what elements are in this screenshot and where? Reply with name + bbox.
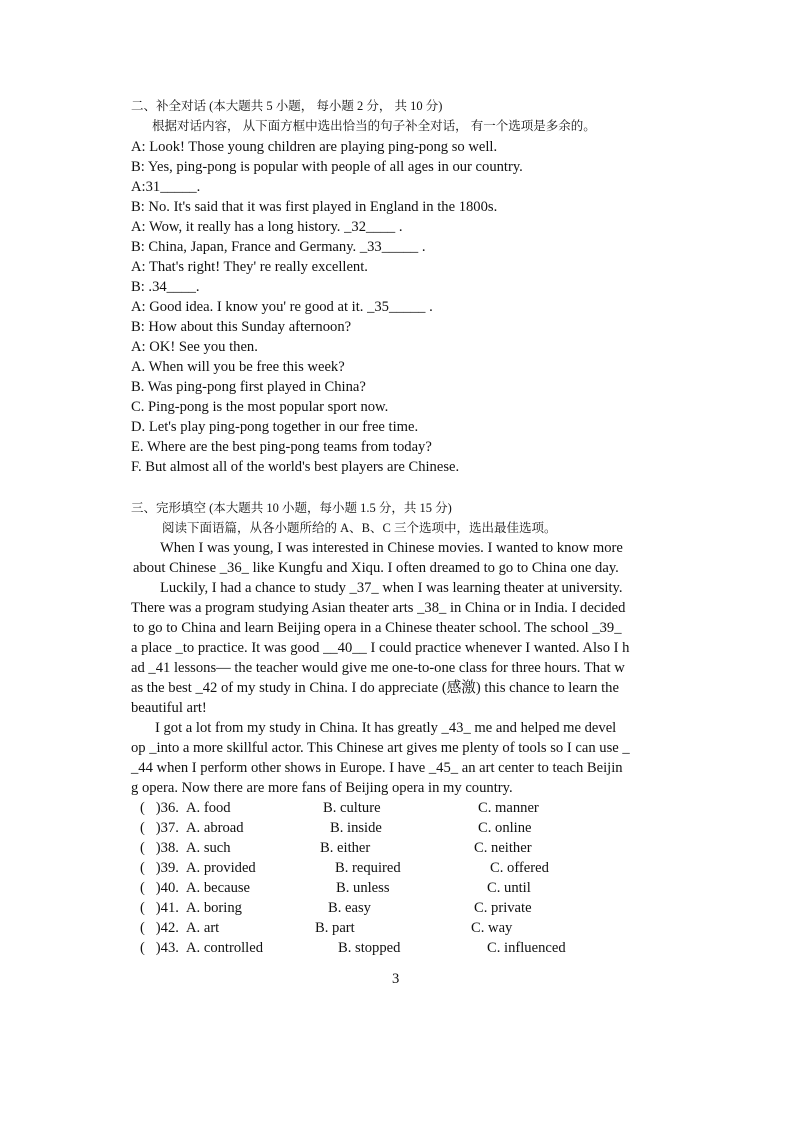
passage-line: op _into a more skillful actor. This Chinese art gives me plenty of tools so I can use _ bbox=[131, 740, 630, 756]
passage-line: g opera. Now there are more fans of Beijing opera in my country. bbox=[131, 780, 513, 796]
passage-line: as the best _42 of my study in China. I do appreciate (感激) this chance to learn the bbox=[131, 680, 619, 696]
option-line: A. When will you be free this week? bbox=[131, 359, 345, 375]
question-option-a: A. such bbox=[186, 840, 231, 856]
question-option-c: C. private bbox=[474, 900, 532, 916]
question-number: ( )39. bbox=[140, 860, 179, 876]
question-number: ( )36. bbox=[140, 800, 179, 816]
option-line: E. Where are the best ping-pong teams from today? bbox=[131, 439, 432, 455]
dialogue-line: B: How about this Sunday afternoon? bbox=[131, 319, 352, 335]
dialogue-line: B: No. It's said that it was first played in England in the 1800s. bbox=[131, 199, 498, 215]
passage-line: Luckily, I had a chance to study _37_ when I was learning theater at university. bbox=[160, 580, 623, 596]
question-number: ( )38. bbox=[140, 840, 179, 856]
question-option-a: A. provided bbox=[186, 860, 256, 876]
question-option-a: A. food bbox=[186, 800, 231, 816]
section3-heading: 三、完形填空 (本大题共 10 小题，每小题 1.5 分，共 15 分) bbox=[131, 501, 452, 515]
question-option-b: B. either bbox=[320, 840, 371, 856]
question-option-c: C. online bbox=[478, 820, 532, 836]
question-option-a: A. because bbox=[186, 880, 251, 896]
section2-heading: 二、补全对话 (本大题共 5 小题， 每小题 2 分， 共 10 分) bbox=[131, 99, 443, 113]
option-line: F. But almost all of the world's best players are Chinese. bbox=[131, 459, 460, 475]
passage-line: about Chinese _36_ like Kungfu and Xiqu. I often dreamed to go to China one day. bbox=[133, 560, 619, 576]
question-option-c: C. until bbox=[487, 880, 531, 896]
dialogue-line: A: Good idea. I know you' re good at it. _35_____ . bbox=[131, 299, 433, 315]
question-option-b: B. culture bbox=[323, 800, 381, 816]
question-option-c: C. influenced bbox=[487, 940, 566, 956]
passage-line: There was a program studying Asian theater arts _38_ in China or in India. I decided bbox=[131, 600, 626, 616]
passage-line: _44 when I perform other shows in Europe. I have _45_ an art center to teach Beijin bbox=[131, 760, 623, 776]
question-option-b: B. inside bbox=[330, 820, 382, 836]
page-number: 3 bbox=[392, 971, 400, 987]
dialogue-line: A: Look! Those young children are playing ping-pong so well. bbox=[131, 139, 498, 155]
question-option-a: A. boring bbox=[186, 900, 242, 916]
section2-instruction: 根据对话内容， 从下面方框中选出恰当的句子补全对话， 有一个选项是多余的。 bbox=[152, 119, 596, 133]
question-number: ( )43. bbox=[140, 940, 179, 956]
question-option-a: A. art bbox=[186, 920, 220, 936]
passage-line: to go to China and learn Beijing opera in a Chinese theater school. The school _39_ bbox=[133, 620, 622, 636]
passage-line: I got a lot from my study in China. It has greatly _43_ me and helped me devel bbox=[155, 720, 617, 736]
passage-line: When I was young, I was interested in Chinese movies. I wanted to know more bbox=[160, 540, 623, 556]
question-number: ( )41. bbox=[140, 900, 179, 916]
question-number: ( )37. bbox=[140, 820, 179, 836]
question-option-c: C. neither bbox=[474, 840, 532, 856]
question-option-a: A. abroad bbox=[186, 820, 244, 836]
question-option-b: B. easy bbox=[328, 900, 371, 916]
dialogue-line: A:31_____. bbox=[131, 179, 201, 195]
dialogue-line: A: Wow, it really has a long history. _32____ . bbox=[131, 219, 403, 235]
question-option-b: B. unless bbox=[336, 880, 390, 896]
question-option-c: C. manner bbox=[478, 800, 539, 816]
dialogue-line: A: That's right! They' re really excellent. bbox=[131, 259, 368, 275]
passage-line: ad _41 lessons— the teacher would give me one-to-one class for three hours. That w bbox=[131, 660, 625, 676]
question-option-c: C. way bbox=[471, 920, 513, 936]
dialogue-line: B: .34____. bbox=[131, 279, 200, 295]
option-line: C. Ping-pong is the most popular sport now. bbox=[131, 399, 389, 415]
question-option-a: A. controlled bbox=[186, 940, 264, 956]
passage-line: beautiful art! bbox=[131, 700, 207, 716]
question-option-b: B. part bbox=[315, 920, 355, 936]
question-option-b: B. required bbox=[335, 860, 401, 876]
section3-instruction: 阅读下面语篇，从各小题所给的 A、B、C 三个选项中，选出最佳选项。 bbox=[162, 521, 557, 535]
dialogue-line: B: China, Japan, France and Germany. _33_____ . bbox=[131, 239, 426, 255]
dialogue-line: B: Yes, ping-pong is popular with people of all ages in our country. bbox=[131, 159, 523, 175]
question-number: ( )42. bbox=[140, 920, 179, 936]
question-option-b: B. stopped bbox=[338, 940, 401, 956]
dialogue-line: A: OK! See you then. bbox=[131, 339, 258, 355]
question-number: ( )40. bbox=[140, 880, 179, 896]
option-line: B. Was ping-pong first played in China? bbox=[131, 379, 366, 395]
passage-line: a place _to practice. It was good __40__ I could practice whenever I wanted. Also I h bbox=[131, 640, 630, 656]
question-option-c: C. offered bbox=[490, 860, 549, 876]
option-line: D. Let's play ping-pong together in our free time. bbox=[131, 419, 419, 435]
